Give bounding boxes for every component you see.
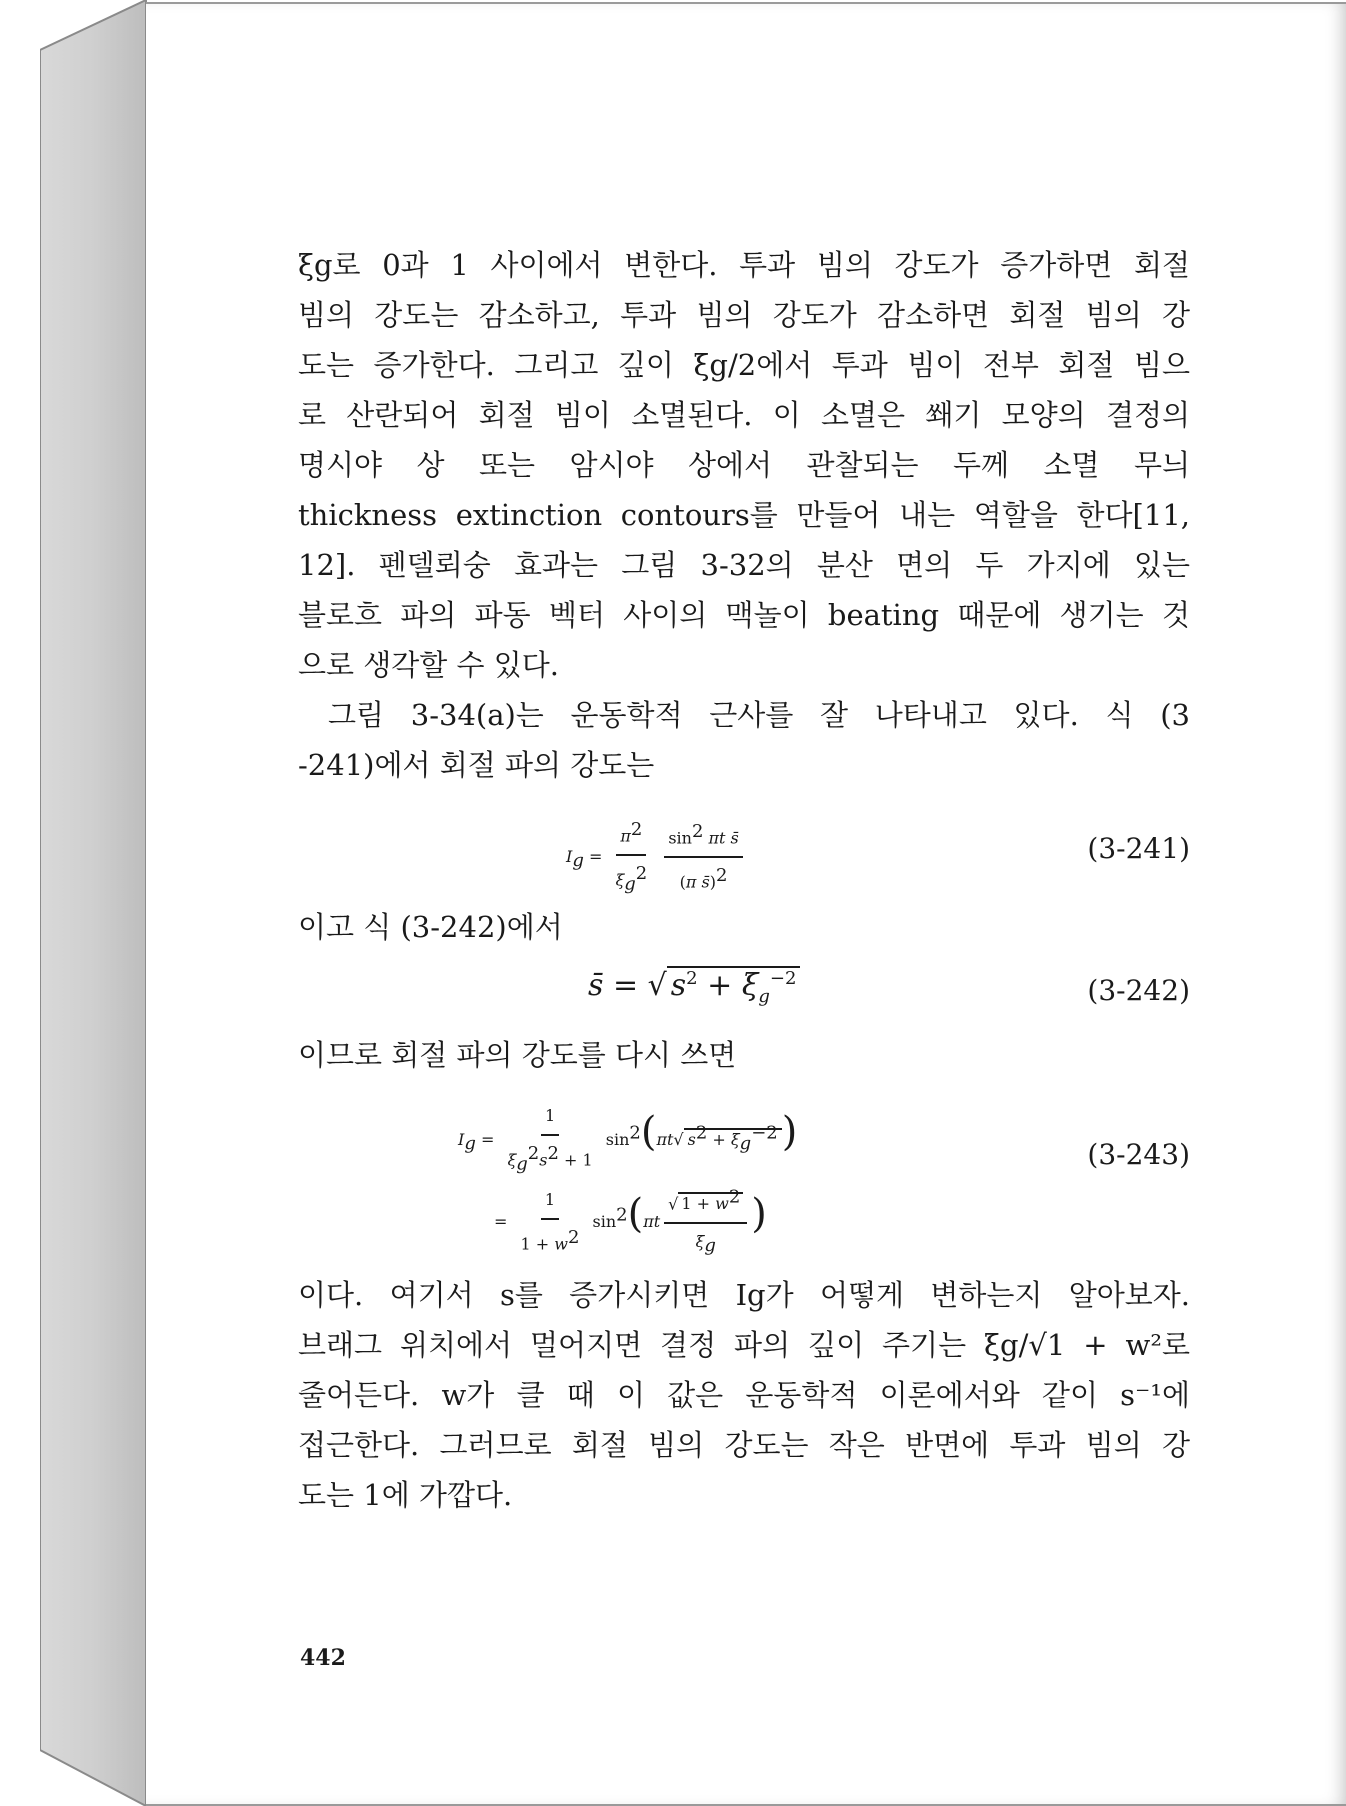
text-line: 이다. 여기서 s를 증가시키면 Ig가 어떻게 변하는지 알아보자. [298,1278,1190,1312]
page-content [298,240,1190,1520]
text-line: 으로 생각할 수 있다. [298,648,559,682]
equation-number: (3-243) [1087,1138,1190,1171]
text-line: 도는 증가한다. 그리고 깊이 ξg/2에서 투과 빔이 전부 회절 빔으 [298,348,1190,382]
equation-3-242 [298,952,1190,1030]
text-line: 이고 식 (3-242)에서 [298,910,563,944]
text-line: 브래그 위치에서 멀어지면 결정 파의 깊이 주기는 ξg/√1 + w²로 [298,1328,1190,1362]
text-line: 그림 3-34(a)는 운동학적 근사를 잘 나타내고 있다. 식 (3 [328,698,1190,732]
text-line: thickness extinction contours를 만들어 내는 역할을 한다[11, [298,498,1190,532]
paragraph-2 [298,690,1190,790]
paragraph-3 [298,902,1190,952]
equation-line-2: = $\frac{1}{1 + w^2}$ $\sin^2(\pi t$ $\frac{√ 1 + w^2}{\xi_g}$ ) [494,1180,767,1265]
paragraph-1 [298,240,1190,690]
equation-line-1: $I_g$ = $\frac{1}{\xi_g^2s^2 + 1}$ $\sin^2(\pi t√$ $s^2 + \xi_g^{-2}$ ) [458,1098,797,1183]
paragraph-4 [298,1030,1190,1080]
text-line: 도는 1에 가깝다. [298,1478,513,1512]
text-line: 로 산란되어 회절 빔이 소멸된다. 이 소멸은 쐐기 모양의 결정의 [298,398,1190,432]
equation-3-243 [298,1080,1190,1270]
text-line: 줄어든다. w가 클 때 이 값은 운동학적 이론에서와 같이 s⁻¹에 [298,1378,1190,1412]
page-number: 442 [300,1645,346,1671]
equation-body: $I_g$ = $\frac{\pi^2}{\xi_g^2}$ $\frac{\sin^2 \pi t s̄}{(\pi s̄)^2}$ [566,812,747,903]
text-line: 접근한다. 그러므로 회절 빔의 강도는 작은 반면에 투과 빔의 강 [298,1428,1190,1462]
equation-number: (3-241) [1087,832,1190,865]
equation-3-241 [298,790,1190,902]
equation-number: (3-242) [1087,974,1190,1007]
text-line: 이므로 회절 파의 강도를 다시 쓰면 [298,1038,737,1072]
text-line: 12]. 펜델뢰숭 효과는 그림 3-32의 분산 면의 두 가지에 있는 [298,548,1190,582]
paragraph-5 [298,1270,1190,1520]
text-line: -241)에서 회절 파의 강도는 [298,748,655,782]
text-line: 블로흐 파의 파동 벡터 사이의 맥놀이 beating 때문에 생기는 것 [298,598,1190,632]
text-line: 빔의 강도는 감소하고, 투과 빔의 강도가 감소하면 회절 빔의 강 [298,298,1190,332]
text-line: ξg로 0과 1 사이에서 변한다. 투과 빔의 강도가 증가하면 회절 [298,248,1190,282]
book-spine [40,0,150,1806]
text-line: 명시야 상 또는 암시야 상에서 관찰되는 두께 소멸 무늬 [298,448,1190,482]
equation-body: s̄ = √ $s^2 + \xi_g^{-2}$ [588,968,800,1007]
